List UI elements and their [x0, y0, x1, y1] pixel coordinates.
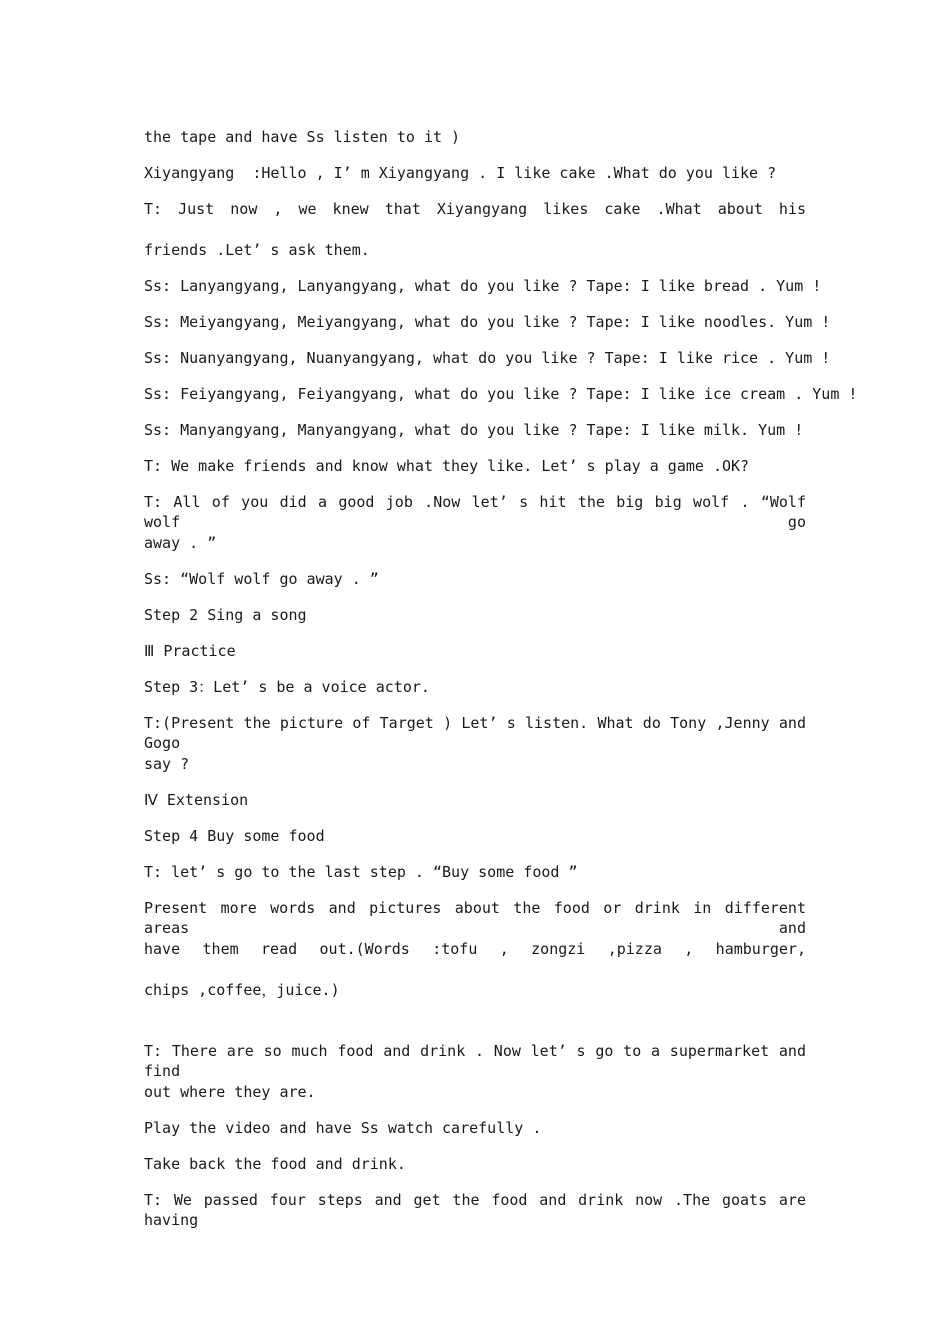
text-line: Play the video and have Ss watch carefully . — [144, 1119, 542, 1137]
text-line: Present more words and pictures about the food or drink in different areas and — [144, 899, 806, 937]
text-line: Ss: Manyangyang, Manyangyang, what do you like ? Tape: I like milk. Yum ! — [144, 421, 804, 439]
text-line: chips ,coffee，juice.) — [144, 981, 340, 999]
text-line: away . ” — [144, 534, 217, 552]
text-line: T: let’ s go to the last step . “Buy some food ” — [144, 863, 578, 881]
text-line: Ss: Feiyangyang, Feiyangyang, what do you like ? Tape: I like ice cream . Yum ! — [144, 385, 858, 403]
text-line: Ss: “Wolf wolf go away . ” — [144, 570, 379, 588]
text-line: Xiyangyang :Hello , I’ m Xiyangyang . I like cake .What do you like ? — [144, 164, 777, 182]
text-line: have them read out.(Words :tofu , zongzi ,pizza , hamburger, — [144, 940, 806, 958]
section-heading: Ⅳ Extension — [144, 791, 249, 809]
text-line: T: There are so much food and drink . Now let’ s go to a supermarket and find — [144, 1042, 806, 1080]
section-heading: Ⅲ Practice — [144, 642, 236, 660]
step-heading: Step 2 Sing a song — [144, 606, 307, 624]
text-line: T:(Present the picture of Target ) Let’ s listen. What do Tony ,Jenny and Gogo — [144, 714, 806, 752]
text-line: out where they are. — [144, 1083, 316, 1101]
text-line: Ss: Nuanyangyang, Nuanyangyang, what do you like ? Tape: I like rice . Yum ! — [144, 349, 831, 367]
text-line: T: Just now , we knew that Xiyangyang likes cake .What about his — [144, 200, 806, 218]
text-line: T: We passed four steps and get the food and drink now .The goats are having — [144, 1191, 806, 1229]
text-line: the tape and have Ss listen to it ) — [144, 128, 461, 146]
step-heading: Step 4 Buy some food — [144, 827, 325, 845]
text-line: Ss: Meiyangyang, Meiyangyang, what do you like ? Tape: I like noodles. Yum ! — [144, 313, 831, 331]
step-heading: Step 3：Let’ s be a voice actor. — [144, 678, 430, 696]
text-line: T: All of you did a good job .Now let’ s hit the big big wolf . “Wolf wolf go — [144, 493, 806, 531]
text-line: friends .Let’ s ask them. — [144, 241, 370, 259]
text-line: Ss: Lanyangyang, Lanyangyang, what do you like ? Tape: I like bread . Yum ! — [144, 277, 822, 295]
text-line: Take back the food and drink. — [144, 1155, 406, 1173]
text-line: T: We make friends and know what they like. Let’ s play a game .OK? — [144, 457, 750, 475]
text-line: say ? — [144, 755, 190, 773]
